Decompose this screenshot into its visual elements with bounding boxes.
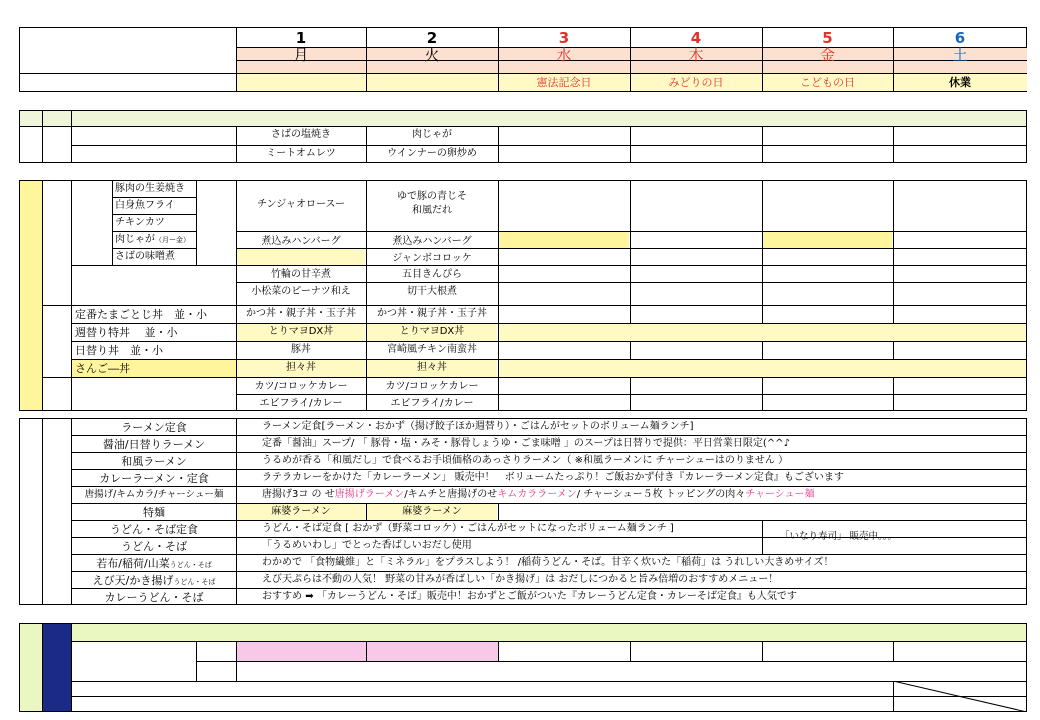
higawari-okazu-item: チンジャオロースー <box>256 199 346 210</box>
don-label: 日替り丼 並・小 <box>75 344 163 357</box>
noodle-desc <box>262 490 815 500</box>
noodle-label: ラーメン定食 <box>121 421 187 434</box>
noodle-label: カレーラーメン・定食 <box>99 472 209 485</box>
teiban-item: 白身魚フライ <box>115 200 175 211</box>
teiban-item: さばの味噌煮 <box>115 251 175 262</box>
don-item-tue: とりマヨDX丼 <box>399 326 465 337</box>
noodle-desc-part: 唐揚げ3コ の せ <box>262 489 335 500</box>
day-weekday-1: 月 <box>293 46 309 64</box>
noodle-desc: うどん・そば定食 [ おかず（野菜コロッケ）・ごはんがセットになったボリューム麺ランチ ] <box>262 523 674 534</box>
day-number-4: 4 <box>690 29 702 47</box>
noodle-desc: 「うるめいわし」でとった香ばしいおだし使用 <box>262 540 472 551</box>
noodle-label: 和風ラーメン <box>121 455 187 468</box>
higawari-okazu-item: ジャンボコロッケ <box>392 253 472 264</box>
noodle-desc-part: / チャーシュー５枚 トッピングの肉々 <box>576 489 746 500</box>
don-label: 定番たまごとじ丼 並・小 <box>75 308 207 321</box>
day-weekday-4: 木 <box>688 46 704 64</box>
noodle-label: うどん・そば定食 <box>110 523 198 536</box>
don-item-tue: かつ丼・親子丼・玉子丼 <box>377 308 487 319</box>
don-item-tue: 担々丼 <box>417 362 447 373</box>
don-item-mon: 担々丼 <box>286 362 316 373</box>
higawari-okazu-item: ゆで豚の青じそ 和風だれ <box>397 191 467 216</box>
higawari-okazu-item: 煮込みハンバーグ <box>261 236 341 247</box>
noodle-label: 醤油/日替りラーメン <box>102 438 206 451</box>
day-number-3: 3 <box>558 29 570 47</box>
inari-note: 「いなり寿司」 販売中。。。 <box>780 531 898 542</box>
curry-item: エビフライ/カレー <box>259 398 343 409</box>
noodle-desc: 定番「醤油」スープ/ 「 豚骨・塩・みそ・豚骨しょうゆ・ごま味噌 」のスープは日替りで提供：平日営業日限定(^^♪ <box>262 438 790 449</box>
curry-item: カツ/コロッケカレー <box>385 381 479 392</box>
kobachi-item: 五目きんぴら <box>402 269 462 280</box>
breakfast-okazu-item: 肉じゃが <box>412 129 452 140</box>
noodle-special-tue: 麻婆ラーメン <box>402 506 462 517</box>
day-note-4: みどりの日 <box>668 76 724 89</box>
don-item-mon: とりマヨDX丼 <box>268 326 334 337</box>
teiban-note: （月ー金） <box>155 236 190 244</box>
day-note-6: 休業 <box>949 76 971 89</box>
noodle-label-sub: うどん・そば <box>169 561 212 569</box>
day-weekday-3: 水 <box>556 46 572 64</box>
kobachi-item: 切干大根煮 <box>407 286 457 297</box>
noodle-desc: うるめが香る「和風だし」で食べるお手頃価格のあっさりラーメン（ ※和風ラーメンに チャーシューはのりません ） <box>262 455 789 466</box>
kobachi-item: 小松菜のピーナツ和え <box>251 286 351 297</box>
day-weekday-6: 土 <box>952 46 968 64</box>
day-number-5: 5 <box>822 29 833 47</box>
higawari-okazu-item: 煮込みハンバーグ <box>392 236 472 247</box>
day-weekday-5: 金 <box>819 46 835 64</box>
noodle-special-mon: 麻婆ラーメン <box>271 506 331 517</box>
noodle-desc-part: チャーシュー麺 <box>745 489 815 500</box>
curry-item: エビフライ/カレー <box>390 398 474 409</box>
don-item-tue: 宮崎風チキン南蛮丼 <box>387 344 477 355</box>
breakfast-okazu-item: さばの塩焼き <box>271 129 331 140</box>
noodle-label: 特麺 <box>143 506 165 519</box>
day-number-2: 2 <box>426 29 438 47</box>
curry-item: カツ/コロッケカレー <box>254 381 348 392</box>
noodle-desc: ラーメン定食[ラーメン・おかず（揚げ餃子ほか週替り）・ごはんがセットのボリューム麺ランチ] <box>262 421 694 432</box>
day-weekday-2: 火 <box>424 46 440 64</box>
noodle-label: 若布/稲荷/山菜うどん・そば <box>96 557 212 570</box>
noodle-label: 唐揚げ/キムカラ/チャーシュー麺 <box>84 489 224 500</box>
noodle-desc: おすすめ ➡ 「カレーうどん・そば」販売中！おかずとご飯がついた『カレーうどん定食・カレーそば定食』も人気です <box>262 591 797 602</box>
noodle-label: えび天/かき揚げうどん・そば <box>92 574 216 587</box>
noodle-label-sub: うどん・そば <box>173 578 216 586</box>
don-label: さんご―丼 <box>75 362 130 375</box>
day-number-1: 1 <box>295 29 307 47</box>
teiban-item: 肉じゃが（月ー金） <box>115 234 190 245</box>
don-item-mon: かつ丼・親子丼・玉子丼 <box>246 308 356 319</box>
noodle-label: カレーうどん・そば <box>104 591 204 604</box>
teiban-item: チキンカツ <box>115 217 165 228</box>
noodle-desc-part: キムカララーメン <box>497 489 577 500</box>
day-note-5: こどもの日 <box>800 76 855 89</box>
noodle-desc-part: 唐揚げラーメン <box>334 489 405 500</box>
teiban-item: 豚肉の生姜焼き <box>115 183 185 194</box>
day-note-3: 憲法記念日 <box>536 76 592 89</box>
noodle-desc: ラテラカレーをかけた「カレーラーメン」 販売中！ ボリュームたっぷり！ご飯おかず付き『カレーラーメン定食』もございます <box>262 472 844 483</box>
kobachi-item: 竹輪の甘辛煮 <box>271 269 331 280</box>
dinner-closed-cross <box>893 681 1027 712</box>
noodle-desc-part: /キムチと唐揚げのせ <box>404 489 498 500</box>
don-label: 週替り特丼 並・小 <box>75 326 178 339</box>
breakfast-okazu-item: ウインナーの卵炒め <box>387 148 477 159</box>
don-item-mon: 豚丼 <box>291 344 311 355</box>
noodle-desc: わかめで 「食物繊維」と「ミネラル」をプラスしよう！ /稲荷うどん・そば。甘辛く炊いた「稲荷」は うれしい大きめサイズ！ <box>262 557 834 568</box>
noodle-label: うどん・そば <box>121 540 187 553</box>
noodle-desc: えび天ぷらは不動の人気！ 野菜の甘みが香ばしい「かき揚げ」は おだしにつかると旨み倍増のおすすめメニュー！ <box>262 574 779 585</box>
breakfast-okazu-item: ミートオムレツ <box>266 148 336 159</box>
day-number-6: 6 <box>954 29 966 47</box>
